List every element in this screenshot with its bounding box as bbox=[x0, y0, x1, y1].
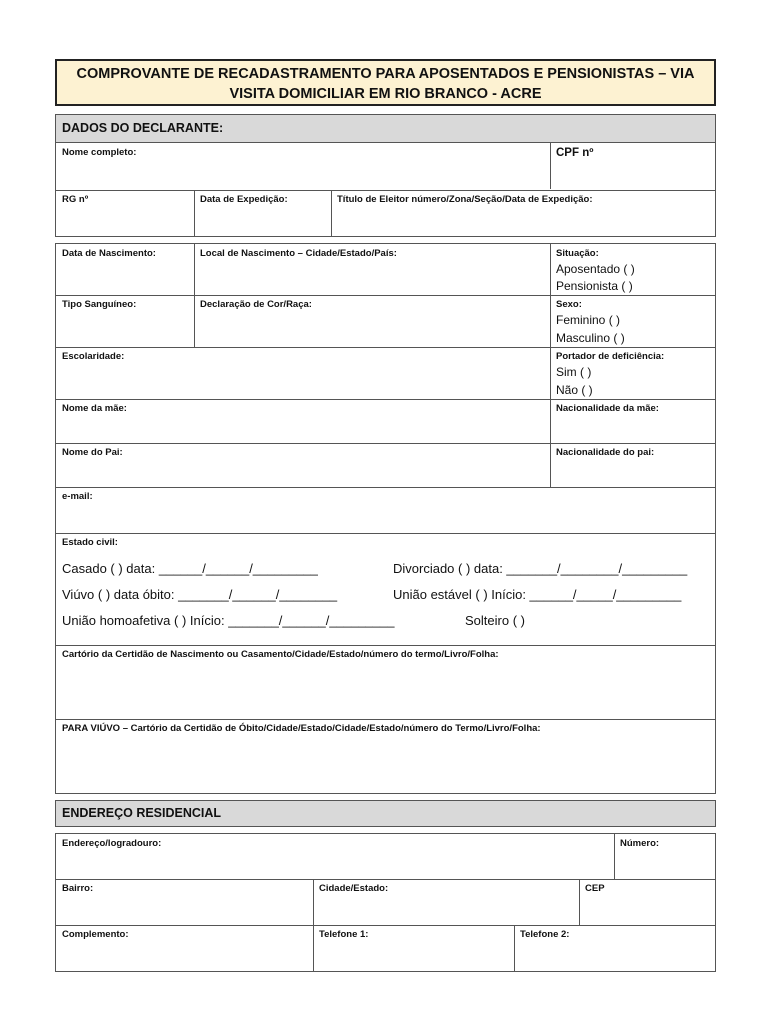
section-endereco bbox=[55, 800, 716, 827]
identity-block bbox=[55, 142, 716, 237]
tipo-sanguineo-field[interactable]: Tipo Sanguíneo: bbox=[62, 299, 137, 310]
form-title-line2: VISITA DOMICILIAR EM RIO BRANCO - ACRE bbox=[229, 86, 542, 102]
local-nascimento-field[interactable]: Local de Nascimento – Cidade/Estado/País: bbox=[200, 248, 397, 259]
endereco-logradouro-field[interactable]: Endereço/logradouro: bbox=[62, 838, 162, 849]
nome-completo-field[interactable]: Nome completo: bbox=[62, 147, 137, 158]
telefone1-field[interactable]: Telefone 1: bbox=[319, 929, 369, 940]
deficiencia-nao-checkbox[interactable]: Não ( ) bbox=[556, 383, 593, 397]
nome-mae-field[interactable]: Nome da mãe: bbox=[62, 403, 127, 414]
masculino-checkbox[interactable]: Masculino ( ) bbox=[556, 331, 625, 345]
sexo-label: Sexo: bbox=[556, 299, 582, 310]
uniao-homoafetiva-option[interactable]: União homoafetiva ( ) Início: _______/______/_________ bbox=[62, 613, 395, 628]
cartorio-certidao-field[interactable]: Cartório da Certidão de Nascimento ou Casamento/Cidade/Estado/número do termo/Livro/Folha: bbox=[62, 649, 499, 660]
rg-field[interactable]: RG nº bbox=[62, 194, 89, 205]
feminino-checkbox[interactable]: Feminino ( ) bbox=[556, 313, 621, 327]
portador-deficiencia-label: Portador de deficiência: bbox=[556, 351, 665, 362]
details-block bbox=[55, 243, 716, 794]
telefone2-field[interactable]: Telefone 2: bbox=[520, 929, 570, 940]
cep-field[interactable]: CEP bbox=[585, 883, 605, 894]
escolaridade-field[interactable]: Escolaridade: bbox=[62, 351, 125, 362]
nacionalidade-pai-field[interactable]: Nacionalidade do pai: bbox=[556, 447, 655, 458]
aposentado-checkbox[interactable]: Aposentado ( ) bbox=[556, 262, 635, 276]
data-nascimento-field[interactable]: Data de Nascimento: bbox=[62, 248, 156, 259]
solteiro-option[interactable]: Solteiro ( ) bbox=[465, 613, 525, 628]
form-title bbox=[55, 59, 716, 106]
situacao-label: Situação: bbox=[556, 248, 599, 259]
viuvo-cartorio-field[interactable]: PARA VIÚVO – Cartório da Certidão de Óbito/Cidade/Estado/Cidade/Estado/número do Termo/Livro/Folha: bbox=[62, 723, 541, 734]
cor-raca-field[interactable]: Declaração de Cor/Raça: bbox=[200, 299, 312, 310]
section-declarante-heading: DADOS DO DECLARANTE: bbox=[62, 121, 224, 135]
data-expedicao-field[interactable]: Data de Expedição: bbox=[200, 194, 288, 205]
email-field[interactable]: e-mail: bbox=[62, 491, 93, 502]
viuvo-option[interactable]: Viúvo ( ) data óbito: _______/______/________ bbox=[62, 587, 338, 602]
uniao-estavel-option[interactable]: União estável ( ) Início: ______/_____/_________ bbox=[393, 587, 682, 602]
cidade-estado-field[interactable]: Cidade/Estado: bbox=[319, 883, 389, 894]
address-block bbox=[55, 833, 716, 972]
numero-field[interactable]: Número: bbox=[620, 838, 660, 849]
deficiencia-sim-checkbox[interactable]: Sim ( ) bbox=[556, 365, 592, 379]
nome-pai-field[interactable]: Nome do Pai: bbox=[62, 447, 123, 458]
section-endereco-heading: ENDEREÇO RESIDENCIAL bbox=[62, 806, 222, 820]
complemento-field[interactable]: Complemento: bbox=[62, 929, 129, 940]
nacionalidade-mae-field[interactable]: Nacionalidade da mãe: bbox=[556, 403, 659, 414]
section-declarante bbox=[55, 114, 716, 143]
titulo-eleitor-field[interactable]: Título de Eleitor número/Zona/Seção/Data de Expedição: bbox=[337, 194, 593, 205]
casado-option[interactable]: Casado ( ) data: ______/______/_________ bbox=[62, 561, 318, 576]
bairro-field[interactable]: Bairro: bbox=[62, 883, 94, 894]
pensionista-checkbox[interactable]: Pensionista ( ) bbox=[556, 279, 633, 293]
divorciado-option[interactable]: Divorciado ( ) data: _______/________/_________ bbox=[393, 561, 688, 576]
estado-civil-label: Estado civil: bbox=[62, 537, 118, 548]
form-title-line1: COMPROVANTE DE RECADASTRAMENTO PARA APOSENTADOS E PENSIONISTAS – VIA bbox=[76, 66, 695, 82]
cpf-field[interactable]: CPF nº bbox=[556, 147, 594, 159]
